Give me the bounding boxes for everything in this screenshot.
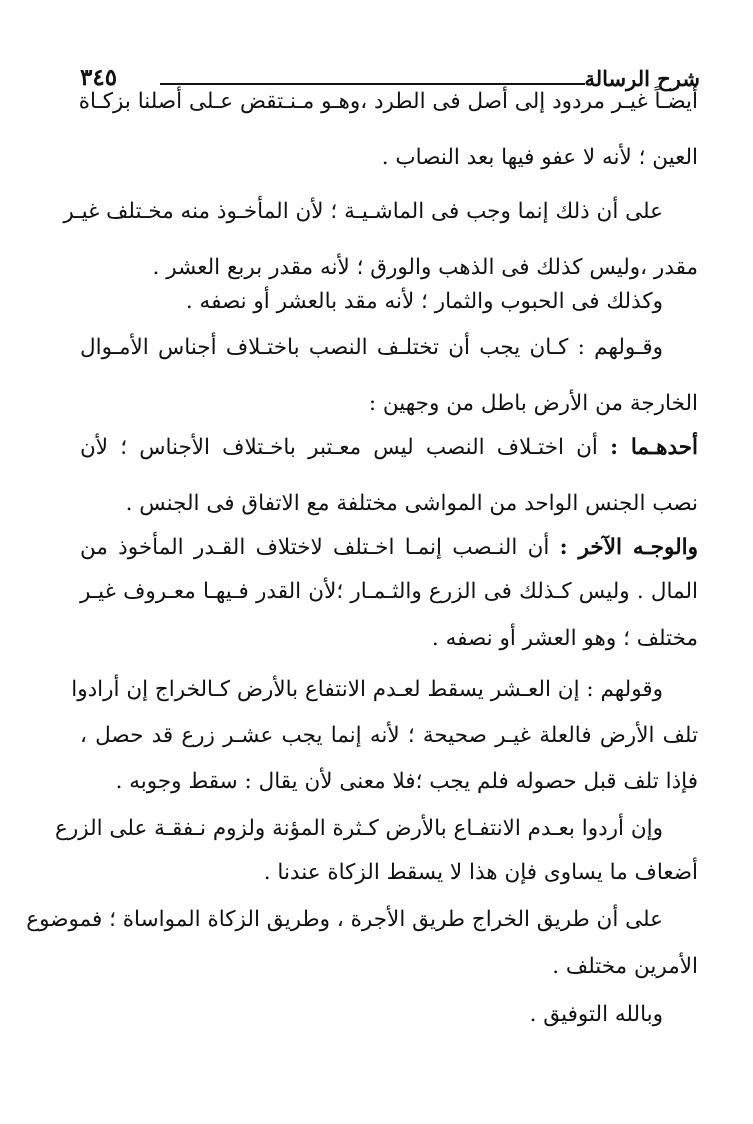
text-line [80, 426, 698, 470]
text-line [80, 570, 698, 614]
text-line [80, 617, 698, 661]
text-line [55, 807, 663, 851]
line-text: أن اختـلاف النصب ليس معـتبر باخـتلاف الأجناس ؛ لأن [80, 435, 611, 460]
text-line [26, 898, 663, 942]
line-text: مقدر ،وليس كذلك فى الذهب والورق ؛ لأنه مقدر بربع العشر . [152, 255, 698, 280]
text-line [80, 945, 698, 989]
text-line [63, 190, 663, 234]
line-text: وبالله التوفيق . [529, 1002, 663, 1027]
text-line [80, 993, 663, 1037]
text-line [80, 280, 663, 324]
line-text: أن النـصب إنمـا اخـتلف لاختلاف القـدر المأخوذ من [80, 535, 560, 560]
text-line [80, 482, 698, 526]
line-text: على أن ذلك إنما وجب فى الماشـيـة ؛ لأن المأخـوذ منه مخـتلف غيـر [63, 199, 663, 224]
line-text: المال . وليس كـذلك فى الزرع والثـمـار ؛لأن القدر فـيهـا معـروف غيـر [80, 579, 698, 604]
line-text: على أن طريق الخراج طريق الأجرة ، وطريق الزكاة المواساة ؛ فموضوع [26, 907, 663, 932]
text-line [80, 851, 698, 895]
line-text: الأمرين مختلف . [552, 954, 698, 979]
line-text: فإذا تلف قبل حصوله فلم يجب ؛فلا معنى لأن يقال : سقط وجوبه . [115, 769, 698, 794]
text-line [80, 136, 698, 180]
header-title: شرح الرسالة [584, 66, 700, 91]
line-text: وقـولهم : كـان يجب أن تختلـف النصب باختـلاف أجناس الأمـوال [80, 335, 663, 360]
text-line [80, 526, 698, 570]
text-line [80, 714, 698, 758]
line-text: وإن أردوا بعـدم الانتفـاع بالأرض كـثرة المؤنة ولزوم نـفقـة على الزرع [55, 816, 663, 841]
line-text: نصب الجنس الواحد من المواشى مختلفة مع الاتفاق فى الجنس . [125, 491, 698, 516]
bold-lead: أحدهـما : [610, 435, 698, 460]
text-line [80, 760, 698, 804]
text-line [80, 382, 698, 426]
text-line [80, 326, 663, 370]
line-text: أضعاف ما يساوى فإن هذا لا يسقط الزكاة عندنا . [263, 860, 698, 885]
line-text: مختلف ؛ وهو العشر أو نصفه . [431, 626, 698, 651]
line-text: وقولهم : إن العـشر يسقط لعـدم الانتفاع بالأرض كـالخراج إن أرادوا [71, 677, 663, 702]
page-number: ٣٤٥ [80, 64, 118, 91]
bold-lead: والوجـه الآخر : [559, 535, 699, 560]
text-line [80, 80, 698, 124]
text-line [71, 668, 663, 712]
line-text: أيضـاً غيـر مردود إلى أصل فى الطرد ،وهـو مـنـتقض عـلى أصلنا بزكـاة [78, 89, 698, 114]
line-text: تلف الأرض فالعلة غيـر صحيحة ؛ لأنه إنما يجب عشـر زرع قد حصل ، [80, 723, 698, 748]
line-text: الخارجة من الأرض باطل من وجهين : [368, 391, 698, 416]
line-text: وكذلك فى الحبوب والثمار ؛ لأنه مقد بالعشر أو نصفه . [185, 289, 663, 314]
line-text: العين ؛ لأنه لا عفو فيها بعد النصاب . [381, 145, 698, 170]
